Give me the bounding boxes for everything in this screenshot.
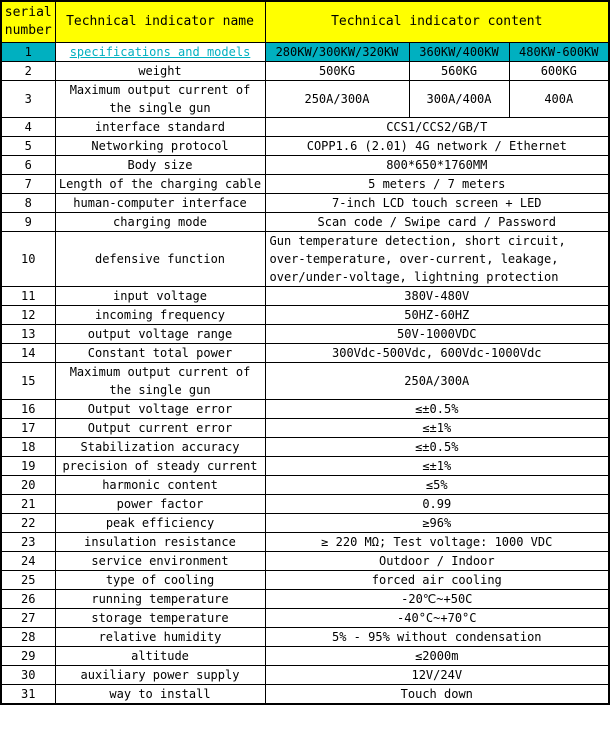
indicator-name-cell: weight (55, 62, 265, 81)
indicator-content-cell: forced air cooling (265, 571, 609, 590)
table-row (1, 609, 609, 628)
indicator-content-cell: 560KG (409, 62, 509, 81)
header-row (1, 1, 609, 43)
table-row (1, 628, 609, 647)
table-row (1, 194, 609, 213)
table-row (1, 552, 609, 571)
indicator-content-cell: ≤±1% (265, 457, 609, 476)
serial-cell: 11 (1, 287, 55, 306)
serial-cell: 28 (1, 628, 55, 647)
indicator-name-cell: incoming frequency (55, 306, 265, 325)
indicator-content-cell: ≤±1% (265, 419, 609, 438)
indicator-content-cell: Gun temperature detection, short circuit, over-temperature, over-current, leakage, over/under-voltage, lightning protection (265, 232, 609, 287)
serial-cell: 31 (1, 685, 55, 705)
table-row (1, 156, 609, 175)
indicator-name-cell: Output current error (55, 419, 265, 438)
indicator-name-cell: auxiliary power supply (55, 666, 265, 685)
indicator-content-cell: Scan code / Swipe card / Password (265, 213, 609, 232)
indicator-content-cell: CCS1/CCS2/GB/T (265, 118, 609, 137)
serial-cell: 19 (1, 457, 55, 476)
table-row (1, 81, 609, 118)
table-row (1, 419, 609, 438)
indicator-content-cell: Outdoor / Indoor (265, 552, 609, 571)
indicator-name-cell: precision of steady current (55, 457, 265, 476)
table-row (1, 213, 609, 232)
indicator-content-cell: 5% - 95% without condensation (265, 628, 609, 647)
serial-cell: 23 (1, 533, 55, 552)
indicator-content-cell: 250A/300A (265, 81, 409, 118)
table-row (1, 476, 609, 495)
indicator-content-cell: ≥ 220 MΩ; Test voltage: 1000 VDC (265, 533, 609, 552)
serial-cell: 15 (1, 363, 55, 400)
indicator-name-cell: Constant total power (55, 344, 265, 363)
table-row (1, 457, 609, 476)
table-row (1, 685, 609, 705)
serial-cell: 14 (1, 344, 55, 363)
serial-cell: 18 (1, 438, 55, 457)
indicator-name-cell: Maximum output current of the single gun (55, 81, 265, 118)
serial-cell: 16 (1, 400, 55, 419)
indicator-name-cell: charging mode (55, 213, 265, 232)
serial-cell: 26 (1, 590, 55, 609)
table-row (1, 400, 609, 419)
indicator-name-cell: Stabilization accuracy (55, 438, 265, 457)
indicator-content-cell: 500KG (265, 62, 409, 81)
indicator-name-cell: insulation resistance (55, 533, 265, 552)
serial-cell: 24 (1, 552, 55, 571)
indicator-name-cell: Networking protocol (55, 137, 265, 156)
header-serial-number: serial number (1, 1, 55, 43)
indicator-content-cell: 12V/24V (265, 666, 609, 685)
indicator-content-cell: 400A (509, 81, 609, 118)
indicator-content-cell: ≤±0.5% (265, 438, 609, 457)
indicator-content-cell: 5 meters / 7 meters (265, 175, 609, 194)
serial-cell: 5 (1, 137, 55, 156)
indicator-name-cell: harmonic content (55, 476, 265, 495)
indicator-name-cell: relative humidity (55, 628, 265, 647)
indicator-name-cell: output voltage range (55, 325, 265, 344)
indicator-name-cell: Length of the charging cable (55, 175, 265, 194)
indicator-content-cell: ≤5% (265, 476, 609, 495)
table-row (1, 232, 609, 287)
indicator-name-cell: peak efficiency (55, 514, 265, 533)
indicator-name-cell: power factor (55, 495, 265, 514)
indicator-name-cell: interface standard (55, 118, 265, 137)
indicator-content-cell: ≤±0.5% (265, 400, 609, 419)
serial-cell: 29 (1, 647, 55, 666)
indicator-content-cell: 50V-1000VDC (265, 325, 609, 344)
table-row (1, 287, 609, 306)
table-row (1, 571, 609, 590)
indicator-content-cell: 280KW/300KW/320KW (265, 43, 409, 62)
indicator-content-cell: 800*650*1760MM (265, 156, 609, 175)
indicator-content-cell: 50HZ-60HZ (265, 306, 609, 325)
serial-cell: 4 (1, 118, 55, 137)
indicator-name-cell: defensive function (55, 232, 265, 287)
indicator-name-cell: human-computer interface (55, 194, 265, 213)
table-row (1, 647, 609, 666)
serial-cell: 9 (1, 213, 55, 232)
serial-cell: 6 (1, 156, 55, 175)
serial-cell: 27 (1, 609, 55, 628)
indicator-name-cell: running temperature (55, 590, 265, 609)
serial-cell: 21 (1, 495, 55, 514)
serial-cell: 7 (1, 175, 55, 194)
indicator-name-cell: specifications and models (55, 43, 265, 62)
table-row (1, 363, 609, 400)
indicator-name-cell: altitude (55, 647, 265, 666)
indicator-name-cell: type of cooling (55, 571, 265, 590)
header-indicator-name: Technical indicator name (55, 1, 265, 43)
indicator-content-cell: 380V-480V (265, 287, 609, 306)
table-row (1, 62, 609, 81)
serial-cell: 1 (1, 43, 55, 62)
indicator-content-cell: 600KG (509, 62, 609, 81)
header-indicator-content: Technical indicator content (265, 1, 609, 43)
indicator-name-cell: service environment (55, 552, 265, 571)
serial-cell: 13 (1, 325, 55, 344)
indicator-name-cell: Body size (55, 156, 265, 175)
indicator-name-cell: way to install (55, 685, 265, 705)
indicator-content-cell: 360KW/400KW (409, 43, 509, 62)
table-row (1, 514, 609, 533)
table-row (1, 137, 609, 156)
serial-cell: 25 (1, 571, 55, 590)
table-row (1, 495, 609, 514)
indicator-content-cell: -20℃~+50C (265, 590, 609, 609)
table-row (1, 533, 609, 552)
indicator-name-cell: Output voltage error (55, 400, 265, 419)
indicator-content-cell: 250A/300A (265, 363, 609, 400)
indicator-content-cell: 7-inch LCD touch screen + LED (265, 194, 609, 213)
indicator-content-cell: ≥96% (265, 514, 609, 533)
indicator-content-cell: 0.99 (265, 495, 609, 514)
indicator-name-cell: input voltage (55, 287, 265, 306)
serial-cell: 2 (1, 62, 55, 81)
indicator-content-cell: COPP1.6 (2.01) 4G network / Ethernet (265, 137, 609, 156)
serial-cell: 30 (1, 666, 55, 685)
indicator-content-cell: 300A/400A (409, 81, 509, 118)
table-row (1, 590, 609, 609)
indicator-content-cell: -40°C~+70°C (265, 609, 609, 628)
table-row (1, 175, 609, 194)
serial-cell: 12 (1, 306, 55, 325)
serial-cell: 3 (1, 81, 55, 118)
table-row (1, 344, 609, 363)
serial-cell: 17 (1, 419, 55, 438)
indicator-content-cell: 480KW-600KW (509, 43, 609, 62)
serial-cell: 10 (1, 232, 55, 287)
table-row (1, 438, 609, 457)
table-row (1, 43, 609, 62)
serial-cell: 20 (1, 476, 55, 495)
table-row (1, 118, 609, 137)
indicator-name-cell: storage temperature (55, 609, 265, 628)
indicator-name-cell: Maximum output current of the single gun (55, 363, 265, 400)
table-row (1, 306, 609, 325)
indicator-content-cell: Touch down (265, 685, 609, 705)
serial-cell: 8 (1, 194, 55, 213)
indicator-content-cell: ≤2000m (265, 647, 609, 666)
indicator-content-cell: 300Vdc-500Vdc, 600Vdc-1000Vdc (265, 344, 609, 363)
table-row (1, 325, 609, 344)
table-row (1, 666, 609, 685)
serial-cell: 22 (1, 514, 55, 533)
